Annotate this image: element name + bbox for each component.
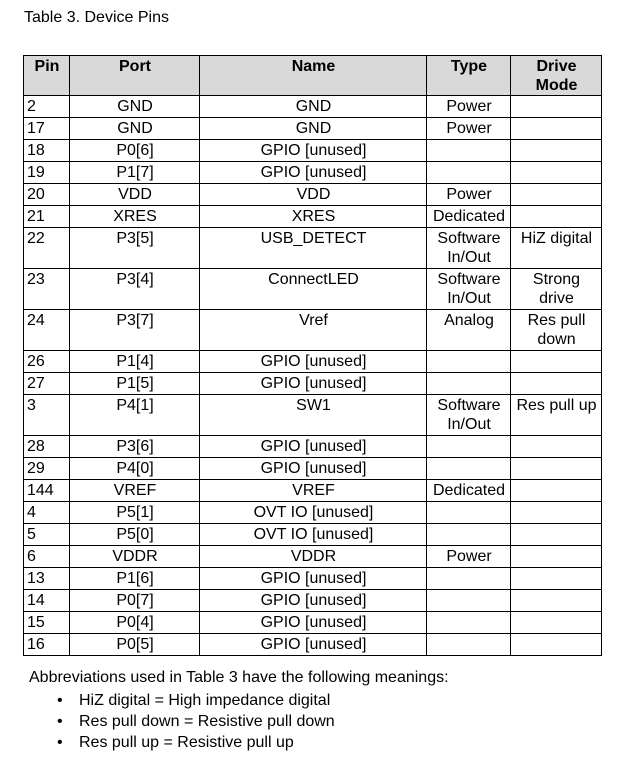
table-row xyxy=(24,206,602,228)
cell-type xyxy=(427,436,511,458)
cell-type xyxy=(427,502,511,524)
table-row xyxy=(24,436,602,458)
cell-name: GPIO [unused] xyxy=(200,612,427,634)
table-row xyxy=(24,96,602,118)
cell-drive-mode xyxy=(511,480,602,502)
cell-type: Power xyxy=(427,184,511,206)
cell-drive-mode: Res pull up xyxy=(511,395,602,436)
cell-drive-mode: HiZ digital xyxy=(511,228,602,269)
cell-name: OVT IO [unused] xyxy=(200,502,427,524)
table-row xyxy=(24,458,602,480)
cell-drive-mode xyxy=(511,206,602,228)
list-item-text: Res pull down = Resistive pull down xyxy=(79,713,335,730)
cell-pin: 28 xyxy=(24,436,70,458)
cell-type xyxy=(427,568,511,590)
cell-pin: 6 xyxy=(24,546,70,568)
cell-drive-mode xyxy=(511,184,602,206)
cell-type xyxy=(427,373,511,395)
cell-drive-mode xyxy=(511,351,602,373)
cell-port: P1[6] xyxy=(70,568,200,590)
cell-port: P0[7] xyxy=(70,590,200,612)
cell-port: P1[4] xyxy=(70,351,200,373)
cell-pin: 22 xyxy=(24,228,70,269)
table-caption: Table 3. Device Pins xyxy=(24,9,169,26)
cell-drive-mode xyxy=(511,373,602,395)
cell-drive-mode xyxy=(511,140,602,162)
cell-drive-mode xyxy=(511,96,602,118)
table-row xyxy=(24,634,602,656)
cell-port: P0[6] xyxy=(70,140,200,162)
cell-type xyxy=(427,458,511,480)
column-header-pin: Pin xyxy=(24,56,70,96)
cell-name: XRES xyxy=(200,206,427,228)
table-row xyxy=(24,228,602,269)
list-item xyxy=(57,711,589,732)
cell-pin: 23 xyxy=(24,269,70,310)
cell-type xyxy=(427,351,511,373)
cell-drive-mode xyxy=(511,502,602,524)
table-row xyxy=(24,184,602,206)
cell-pin: 18 xyxy=(24,140,70,162)
bullet-icon: • xyxy=(57,713,63,730)
cell-type: Dedicated xyxy=(427,206,511,228)
cell-pin: 144 xyxy=(24,480,70,502)
cell-name: VREF xyxy=(200,480,427,502)
cell-name: GPIO [unused] xyxy=(200,162,427,184)
cell-drive-mode xyxy=(511,524,602,546)
cell-type: Software In/Out xyxy=(427,269,511,310)
cell-port: P1[7] xyxy=(70,162,200,184)
cell-port: P3[6] xyxy=(70,436,200,458)
cell-drive-mode xyxy=(511,436,602,458)
cell-pin: 20 xyxy=(24,184,70,206)
cell-name: GPIO [unused] xyxy=(200,436,427,458)
cell-name: GND xyxy=(200,118,427,140)
cell-drive-mode xyxy=(511,612,602,634)
cell-pin: 5 xyxy=(24,524,70,546)
table-row xyxy=(24,351,602,373)
cell-type xyxy=(427,612,511,634)
table-row xyxy=(24,546,602,568)
abbreviations-notes xyxy=(29,667,589,753)
cell-type: Software In/Out xyxy=(427,395,511,436)
cell-name: Vref xyxy=(200,310,427,351)
cell-type: Power xyxy=(427,96,511,118)
cell-type: Power xyxy=(427,546,511,568)
table-row xyxy=(24,524,602,546)
cell-pin: 17 xyxy=(24,118,70,140)
cell-pin: 3 xyxy=(24,395,70,436)
cell-name: VDDR xyxy=(200,546,427,568)
cell-pin: 24 xyxy=(24,310,70,351)
cell-pin: 29 xyxy=(24,458,70,480)
cell-drive-mode xyxy=(511,118,602,140)
cell-name: SW1 xyxy=(200,395,427,436)
table-header-row xyxy=(24,56,602,96)
cell-pin: 19 xyxy=(24,162,70,184)
cell-name: USB_DETECT xyxy=(200,228,427,269)
cell-port: P1[5] xyxy=(70,373,200,395)
cell-name: ConnectLED xyxy=(200,269,427,310)
table-row xyxy=(24,269,602,310)
table-row xyxy=(24,480,602,502)
cell-type xyxy=(427,590,511,612)
cell-drive-mode xyxy=(511,590,602,612)
cell-port: P0[4] xyxy=(70,612,200,634)
cell-port: P3[7] xyxy=(70,310,200,351)
table-row xyxy=(24,568,602,590)
list-item-text: Res pull up = Resistive pull up xyxy=(79,734,294,751)
cell-pin: 2 xyxy=(24,96,70,118)
cell-name: GPIO [unused] xyxy=(200,590,427,612)
table-row xyxy=(24,373,602,395)
bullet-icon: • xyxy=(57,692,63,709)
cell-type xyxy=(427,634,511,656)
cell-pin: 21 xyxy=(24,206,70,228)
table-row xyxy=(24,395,602,436)
cell-name: GPIO [unused] xyxy=(200,458,427,480)
cell-pin: 13 xyxy=(24,568,70,590)
list-item xyxy=(57,732,589,753)
table-body xyxy=(24,96,602,656)
cell-port: P3[5] xyxy=(70,228,200,269)
table-row xyxy=(24,310,602,351)
cell-port: P3[4] xyxy=(70,269,200,310)
cell-name: GND xyxy=(200,96,427,118)
cell-port: P0[5] xyxy=(70,634,200,656)
cell-port: GND xyxy=(70,118,200,140)
cell-drive-mode xyxy=(511,458,602,480)
cell-port: P4[1] xyxy=(70,395,200,436)
cell-port: GND xyxy=(70,96,200,118)
cell-port: VDD xyxy=(70,184,200,206)
cell-type: Software In/Out xyxy=(427,228,511,269)
list-item-text: HiZ digital = High impedance digital xyxy=(79,692,331,709)
cell-name: GPIO [unused] xyxy=(200,140,427,162)
column-header-port: Port xyxy=(70,56,200,96)
cell-drive-mode: Res pull down xyxy=(511,310,602,351)
table-row xyxy=(24,118,602,140)
table-row xyxy=(24,162,602,184)
cell-pin: 26 xyxy=(24,351,70,373)
cell-pin: 4 xyxy=(24,502,70,524)
table-row xyxy=(24,502,602,524)
cell-port: P4[0] xyxy=(70,458,200,480)
abbreviations-list xyxy=(29,690,589,753)
cell-name: GPIO [unused] xyxy=(200,351,427,373)
list-item xyxy=(57,690,589,711)
cell-type xyxy=(427,140,511,162)
cell-drive-mode xyxy=(511,568,602,590)
table-row xyxy=(24,612,602,634)
bullet-icon: • xyxy=(57,734,63,751)
cell-name: VDD xyxy=(200,184,427,206)
cell-name: OVT IO [unused] xyxy=(200,524,427,546)
cell-type xyxy=(427,162,511,184)
cell-pin: 15 xyxy=(24,612,70,634)
cell-type xyxy=(427,524,511,546)
cell-drive-mode xyxy=(511,546,602,568)
cell-name: GPIO [unused] xyxy=(200,568,427,590)
cell-port: VREF xyxy=(70,480,200,502)
table-row xyxy=(24,590,602,612)
cell-drive-mode xyxy=(511,634,602,656)
cell-pin: 16 xyxy=(24,634,70,656)
notes-intro: Abbreviations used in Table 3 have the following meanings: xyxy=(29,669,449,686)
cell-drive-mode: Strong drive xyxy=(511,269,602,310)
device-pins-table xyxy=(23,55,602,656)
column-header-drive-mode: Drive Mode xyxy=(511,56,602,96)
cell-name: GPIO [unused] xyxy=(200,634,427,656)
cell-pin: 14 xyxy=(24,590,70,612)
cell-port: P5[0] xyxy=(70,524,200,546)
cell-type: Power xyxy=(427,118,511,140)
cell-port: XRES xyxy=(70,206,200,228)
cell-type: Analog xyxy=(427,310,511,351)
cell-port: VDDR xyxy=(70,546,200,568)
cell-pin: 27 xyxy=(24,373,70,395)
cell-drive-mode xyxy=(511,162,602,184)
table-row xyxy=(24,140,602,162)
cell-name: GPIO [unused] xyxy=(200,373,427,395)
column-header-type: Type xyxy=(427,56,511,96)
column-header-name: Name xyxy=(200,56,427,96)
cell-type: Dedicated xyxy=(427,480,511,502)
cell-port: P5[1] xyxy=(70,502,200,524)
